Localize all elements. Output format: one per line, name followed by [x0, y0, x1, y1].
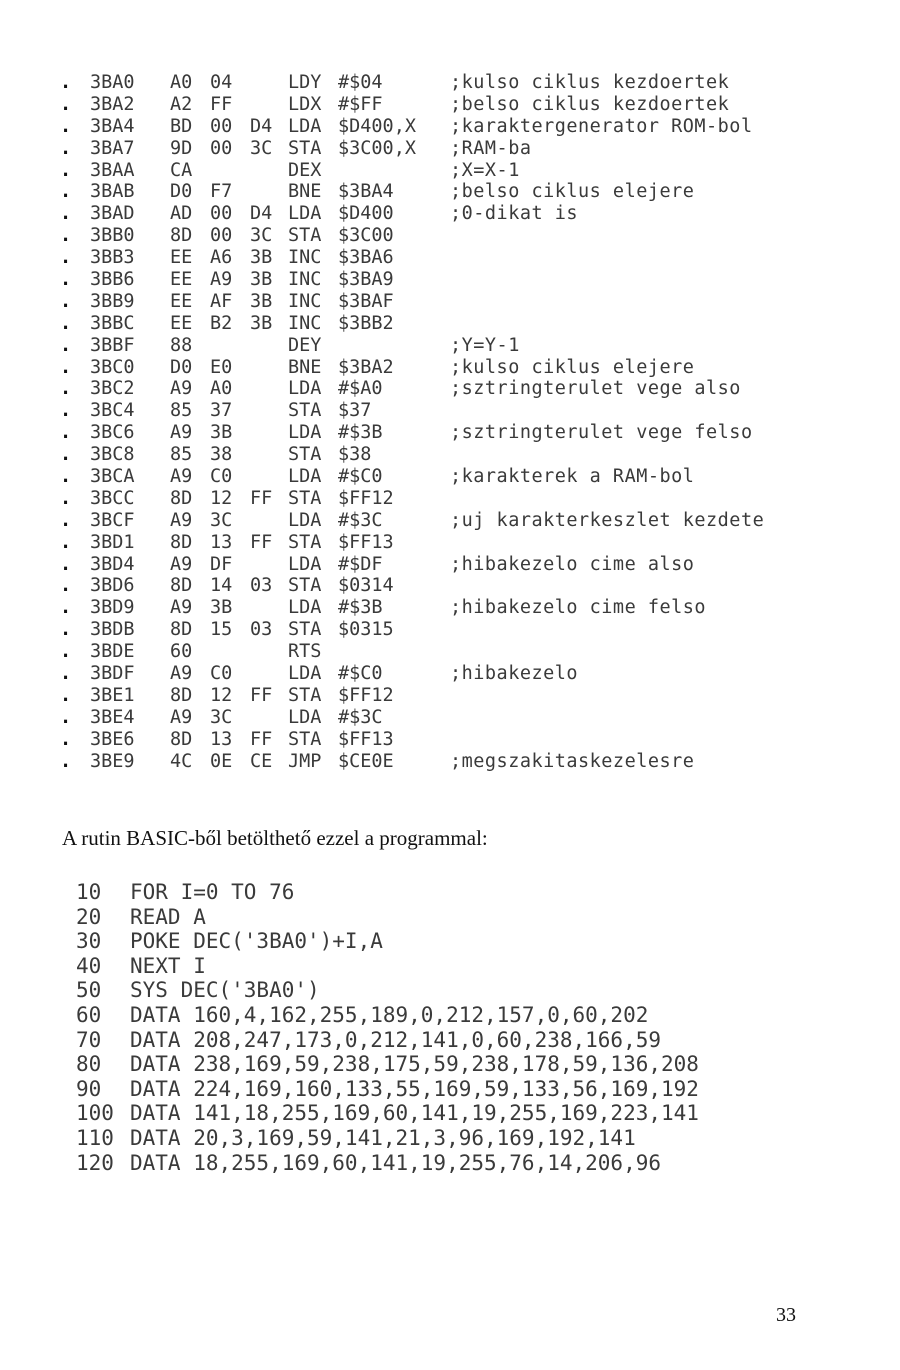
address: 3BC6	[90, 422, 135, 444]
opcode-byte-2: 13	[210, 531, 233, 553]
operand: #$3C	[338, 509, 383, 531]
opcode-byte-2: 3B	[210, 597, 233, 619]
row-dot: .	[60, 72, 72, 93]
mnemonic: LDA	[288, 553, 322, 575]
opcode-byte-2: 12	[210, 487, 233, 509]
comment: ;kulso ciklus kezdoertek	[450, 72, 730, 93]
comment: ;kulso ciklus elejere	[450, 356, 695, 378]
listing-row	[60, 729, 880, 751]
mnemonic: STA	[288, 400, 322, 422]
opcode-byte-1: 8D	[170, 684, 193, 706]
opcode-byte-1: 9D	[170, 137, 193, 159]
listing-row	[60, 663, 880, 685]
address: 3BC0	[90, 356, 135, 378]
listing-row	[60, 357, 880, 379]
mnemonic: STA	[288, 487, 322, 509]
listing-row	[60, 532, 880, 554]
listing-row	[60, 160, 880, 182]
comment: ;belso ciklus elejere	[450, 181, 695, 203]
listing-row	[60, 466, 880, 488]
comment: ;karakterek a RAM-bol	[450, 466, 695, 488]
mnemonic: STA	[288, 684, 322, 706]
operand: $3BB2	[338, 312, 394, 334]
opcode-byte-2: AF	[210, 290, 233, 312]
opcode-byte-3: 3B	[250, 290, 273, 312]
listing-row	[60, 203, 880, 225]
address: 3BA7	[90, 137, 135, 159]
mnemonic: LDX	[288, 93, 322, 115]
opcode-byte-2: 3C	[210, 509, 233, 531]
address: 3BD4	[90, 553, 135, 575]
mnemonic: LDA	[288, 422, 322, 444]
opcode-byte-1: AD	[170, 203, 193, 225]
listing-row	[60, 400, 880, 422]
opcode-byte-1: 8D	[170, 575, 193, 597]
basic-line	[76, 1003, 876, 1028]
row-dot: .	[60, 422, 72, 444]
operand: $D400	[338, 203, 394, 225]
mnemonic: INC	[288, 269, 322, 291]
row-dot: .	[60, 684, 72, 706]
basic-line	[76, 1028, 876, 1053]
operand: $3C00,X	[338, 137, 416, 159]
mnemonic: STA	[288, 728, 322, 750]
opcode-byte-3: CE	[250, 750, 273, 772]
opcode-byte-3: 3B	[250, 247, 273, 269]
row-dot: .	[60, 553, 72, 575]
opcode-byte-2: 13	[210, 728, 233, 750]
row-dot: .	[60, 334, 72, 356]
operand: $0315	[338, 619, 394, 641]
basic-line-number: 80	[76, 1052, 102, 1077]
operand: #$C0	[338, 663, 383, 685]
row-dot: .	[60, 203, 72, 225]
basic-statement: READ A	[130, 904, 206, 929]
opcode-byte-2: 38	[210, 444, 233, 466]
opcode-byte-1: EE	[170, 269, 193, 291]
basic-statement: DATA 208,247,173,0,212,141,0,60,238,166,59	[130, 1027, 662, 1052]
mnemonic: RTS	[288, 641, 322, 663]
row-dot: .	[60, 137, 72, 159]
basic-line	[76, 1077, 876, 1102]
opcode-byte-2: C0	[210, 663, 233, 685]
operand: $0314	[338, 575, 394, 597]
mnemonic: LDA	[288, 597, 322, 619]
mnemonic: DEY	[288, 334, 322, 356]
comment: ;karaktergenerator ROM-bol	[450, 115, 753, 137]
opcode-byte-3: 3B	[250, 269, 273, 291]
listing-row	[60, 575, 880, 597]
basic-line-number: 50	[76, 978, 102, 1003]
opcode-byte-2: 00	[210, 115, 233, 137]
caption-text: A rutin BASIC-ből betölthető ezzel a programmal:	[62, 826, 488, 850]
opcode-byte-1: 88	[170, 334, 193, 356]
basic-line-number: 70	[76, 1027, 102, 1052]
listing-row	[60, 641, 880, 663]
address: 3BE9	[90, 750, 135, 772]
opcode-byte-3: 03	[250, 619, 273, 641]
listing-row	[60, 597, 880, 619]
row-dot: .	[60, 93, 72, 115]
address: 3BDE	[90, 641, 135, 663]
comment: ;hibakezelo cime felso	[450, 597, 707, 619]
opcode-byte-1: EE	[170, 247, 193, 269]
comment: ;hibakezelo cime also	[450, 553, 695, 575]
opcode-byte-2: 00	[210, 225, 233, 247]
listing-row	[60, 247, 880, 269]
listing-row	[60, 510, 880, 532]
opcode-byte-2: 14	[210, 575, 233, 597]
mnemonic: BNE	[288, 181, 322, 203]
address: 3BD6	[90, 575, 135, 597]
row-dot: .	[60, 181, 72, 203]
basic-line	[76, 1101, 876, 1126]
address: 3BC8	[90, 444, 135, 466]
mnemonic: LDA	[288, 466, 322, 488]
mnemonic: STA	[288, 225, 322, 247]
basic-statement: POKE DEC('3BA0')+I,A	[130, 929, 383, 954]
opcode-byte-2: FF	[210, 93, 233, 115]
opcode-byte-1: 8D	[170, 619, 193, 641]
opcode-byte-2: 0E	[210, 750, 233, 772]
mnemonic: BNE	[288, 356, 322, 378]
operand: $FF13	[338, 728, 394, 750]
operand: $FF13	[338, 531, 394, 553]
opcode-byte-3: 3C	[250, 225, 273, 247]
operand: #$04	[338, 72, 383, 93]
listing-row	[60, 685, 880, 707]
opcode-byte-1: A9	[170, 706, 193, 728]
basic-line-number: 100	[76, 1101, 114, 1126]
basic-line-number: 10	[76, 880, 102, 904]
listing-row	[60, 138, 880, 160]
opcode-byte-1: 8D	[170, 487, 193, 509]
listing-row	[60, 444, 880, 466]
opcode-byte-1: A9	[170, 378, 193, 400]
basic-line	[76, 929, 876, 954]
listing-row	[60, 751, 880, 773]
row-dot: .	[60, 728, 72, 750]
row-dot: .	[60, 663, 72, 685]
opcode-byte-1: EE	[170, 312, 193, 334]
address: 3BCF	[90, 509, 135, 531]
row-dot: .	[60, 269, 72, 291]
basic-line	[76, 1052, 876, 1077]
comment: ;megszakitaskezelesre	[450, 750, 695, 772]
opcode-byte-3: D4	[250, 203, 273, 225]
row-dot: .	[60, 750, 72, 772]
row-dot: .	[60, 641, 72, 663]
opcode-byte-1: A9	[170, 509, 193, 531]
basic-statement: FOR I=0 TO 76	[130, 880, 295, 904]
address: 3BB6	[90, 269, 135, 291]
listing-row	[60, 225, 880, 247]
opcode-byte-2: 15	[210, 619, 233, 641]
basic-line	[76, 905, 876, 930]
row-dot: .	[60, 466, 72, 488]
mnemonic: INC	[288, 290, 322, 312]
address: 3BAD	[90, 203, 135, 225]
basic-line-number: 110	[76, 1125, 114, 1150]
operand: #$3B	[338, 597, 383, 619]
listing-row	[60, 116, 880, 138]
mnemonic: INC	[288, 312, 322, 334]
opcode-byte-3: FF	[250, 684, 273, 706]
opcode-byte-2: 3B	[210, 422, 233, 444]
listing-row	[60, 488, 880, 510]
address: 3BCC	[90, 487, 135, 509]
opcode-byte-1: 8D	[170, 531, 193, 553]
comment: ;sztringterulet vege also	[450, 378, 741, 400]
operand: #$DF	[338, 553, 383, 575]
operand: $3BA4	[338, 181, 394, 203]
row-dot: .	[60, 312, 72, 334]
opcode-byte-3: FF	[250, 728, 273, 750]
mnemonic: LDY	[288, 72, 322, 93]
opcode-byte-1: BD	[170, 115, 193, 137]
operand: $FF12	[338, 684, 394, 706]
address: 3BDF	[90, 663, 135, 685]
comment: ;Y=Y-1	[450, 334, 520, 356]
listing-row	[60, 378, 880, 400]
opcode-byte-2: DF	[210, 553, 233, 575]
operand: $37	[338, 400, 372, 422]
mnemonic: DEX	[288, 159, 322, 181]
basic-line-number: 20	[76, 904, 102, 929]
address: 3BAB	[90, 181, 135, 203]
opcode-byte-1: A9	[170, 466, 193, 488]
comment: ;uj karakterkeszlet kezdete	[450, 509, 765, 531]
address: 3BBC	[90, 312, 135, 334]
row-dot: .	[60, 290, 72, 312]
row-dot: .	[60, 706, 72, 728]
opcode-byte-1: 85	[170, 444, 193, 466]
opcode-byte-1: 4C	[170, 750, 193, 772]
opcode-byte-2: E0	[210, 356, 233, 378]
address: 3BB9	[90, 290, 135, 312]
opcode-byte-2: 3C	[210, 706, 233, 728]
listing-row	[60, 269, 880, 291]
address: 3BA4	[90, 115, 135, 137]
basic-line-number: 60	[76, 1002, 102, 1027]
basic-line	[76, 954, 876, 979]
opcode-byte-1: D0	[170, 181, 193, 203]
row-dot: .	[60, 247, 72, 269]
basic-statement: NEXT I	[130, 953, 206, 978]
row-dot: .	[60, 225, 72, 247]
operand: $D400,X	[338, 115, 416, 137]
opcode-byte-1: 60	[170, 641, 193, 663]
listing-row	[60, 313, 880, 335]
opcode-byte-1: A9	[170, 597, 193, 619]
page-number: 33	[776, 1304, 796, 1326]
address: 3BC4	[90, 400, 135, 422]
address: 3BB3	[90, 247, 135, 269]
mnemonic: LDA	[288, 378, 322, 400]
comment: ;hibakezelo	[450, 663, 579, 685]
opcode-byte-1: EE	[170, 290, 193, 312]
row-dot: .	[60, 400, 72, 422]
basic-program	[76, 880, 876, 1175]
basic-statement: DATA 20,3,169,59,141,21,3,96,169,192,141	[130, 1125, 636, 1150]
opcode-byte-3: 3B	[250, 312, 273, 334]
address: 3BB0	[90, 225, 135, 247]
opcode-byte-2: 12	[210, 684, 233, 706]
row-dot: .	[60, 619, 72, 641]
basic-statement: DATA 18,255,169,60,141,19,255,76,14,206,96	[130, 1150, 662, 1175]
row-dot: .	[60, 356, 72, 378]
mnemonic: LDA	[288, 706, 322, 728]
listing-row	[60, 619, 880, 641]
basic-statement: DATA 224,169,160,133,55,169,59,133,56,169,192	[130, 1076, 699, 1101]
opcode-byte-2: A6	[210, 247, 233, 269]
operand: $38	[338, 444, 372, 466]
comment: ;0-dikat is	[450, 203, 579, 225]
opcode-byte-3: D4	[250, 115, 273, 137]
operand: #$3B	[338, 422, 383, 444]
mnemonic: LDA	[288, 509, 322, 531]
operand: #$A0	[338, 378, 383, 400]
opcode-byte-1: CA	[170, 159, 193, 181]
mnemonic: STA	[288, 575, 322, 597]
address: 3BC2	[90, 378, 135, 400]
operand: $CE0E	[338, 750, 394, 772]
row-dot: .	[60, 444, 72, 466]
basic-line	[76, 880, 876, 905]
row-dot: .	[60, 487, 72, 509]
opcode-byte-1: A0	[170, 72, 193, 93]
basic-statement: DATA 160,4,162,255,189,0,212,157,0,60,202	[130, 1002, 649, 1027]
opcode-byte-2: A0	[210, 378, 233, 400]
opcode-byte-1: A9	[170, 663, 193, 685]
mnemonic: STA	[288, 619, 322, 641]
listing-row	[60, 422, 880, 444]
operand: #$C0	[338, 466, 383, 488]
basic-line-number: 120	[76, 1150, 114, 1175]
basic-line-number: 40	[76, 953, 102, 978]
opcode-byte-1: 85	[170, 400, 193, 422]
address: 3BA2	[90, 93, 135, 115]
opcode-byte-3: FF	[250, 487, 273, 509]
address: 3BCA	[90, 466, 135, 488]
listing-row	[60, 181, 880, 203]
row-dot: .	[60, 575, 72, 597]
mnemonic: JMP	[288, 750, 322, 772]
operand: $3BAF	[338, 290, 394, 312]
address: 3BBF	[90, 334, 135, 356]
opcode-byte-2: 00	[210, 137, 233, 159]
basic-line	[76, 1151, 876, 1176]
basic-statement: DATA 238,169,59,238,175,59,238,178,59,136,208	[130, 1052, 699, 1077]
row-dot: .	[60, 159, 72, 181]
operand: $3BA9	[338, 269, 394, 291]
opcode-byte-1: D0	[170, 356, 193, 378]
opcode-byte-2: 00	[210, 203, 233, 225]
opcode-byte-1: A9	[170, 422, 193, 444]
listing-row	[60, 335, 880, 357]
address: 3BDB	[90, 619, 135, 641]
row-dot: .	[60, 115, 72, 137]
opcode-byte-1: 8D	[170, 225, 193, 247]
assembly-listing	[60, 72, 880, 773]
basic-statement: SYS DEC('3BA0')	[130, 978, 320, 1003]
opcode-byte-3: 03	[250, 575, 273, 597]
row-dot: .	[60, 597, 72, 619]
basic-line-number: 90	[76, 1076, 102, 1101]
address: 3BAA	[90, 159, 135, 181]
operand: $3C00	[338, 225, 394, 247]
address: 3BD9	[90, 597, 135, 619]
operand: #$3C	[338, 706, 383, 728]
listing-row	[60, 291, 880, 313]
address: 3BA0	[90, 72, 135, 93]
opcode-byte-2: A9	[210, 269, 233, 291]
operand: #$FF	[338, 93, 383, 115]
mnemonic: STA	[288, 444, 322, 466]
operand: $3BA2	[338, 356, 394, 378]
basic-line	[76, 978, 876, 1003]
mnemonic: LDA	[288, 115, 322, 137]
row-dot: .	[60, 378, 72, 400]
operand: $3BA6	[338, 247, 394, 269]
basic-line-number: 30	[76, 929, 102, 954]
address: 3BE1	[90, 684, 135, 706]
opcode-byte-2: 37	[210, 400, 233, 422]
listing-row	[60, 554, 880, 576]
comment: ;RAM-ba	[450, 137, 532, 159]
opcode-byte-2: 04	[210, 72, 233, 93]
opcode-byte-2: F7	[210, 181, 233, 203]
listing-row	[60, 707, 880, 729]
mnemonic: STA	[288, 531, 322, 553]
opcode-byte-2: C0	[210, 466, 233, 488]
basic-line	[76, 1126, 876, 1151]
opcode-byte-1: 8D	[170, 728, 193, 750]
comment: ;belso ciklus kezdoertek	[450, 93, 730, 115]
opcode-byte-2: B2	[210, 312, 233, 334]
row-dot: .	[60, 531, 72, 553]
opcode-byte-3: FF	[250, 531, 273, 553]
mnemonic: LDA	[288, 663, 322, 685]
opcode-byte-1: A9	[170, 553, 193, 575]
mnemonic: LDA	[288, 203, 322, 225]
address: 3BD1	[90, 531, 135, 553]
opcode-byte-1: A2	[170, 93, 193, 115]
row-dot: .	[60, 509, 72, 531]
address: 3BE4	[90, 706, 135, 728]
listing-row	[60, 72, 880, 94]
mnemonic: INC	[288, 247, 322, 269]
opcode-byte-3: 3C	[250, 137, 273, 159]
listing-row	[60, 94, 880, 116]
comment: ;X=X-1	[450, 159, 520, 181]
operand: $FF12	[338, 487, 394, 509]
comment: ;sztringterulet vege felso	[450, 422, 753, 444]
address: 3BE6	[90, 728, 135, 750]
basic-statement: DATA 141,18,255,169,60,141,19,255,169,223,141	[130, 1101, 699, 1126]
mnemonic: STA	[288, 137, 322, 159]
